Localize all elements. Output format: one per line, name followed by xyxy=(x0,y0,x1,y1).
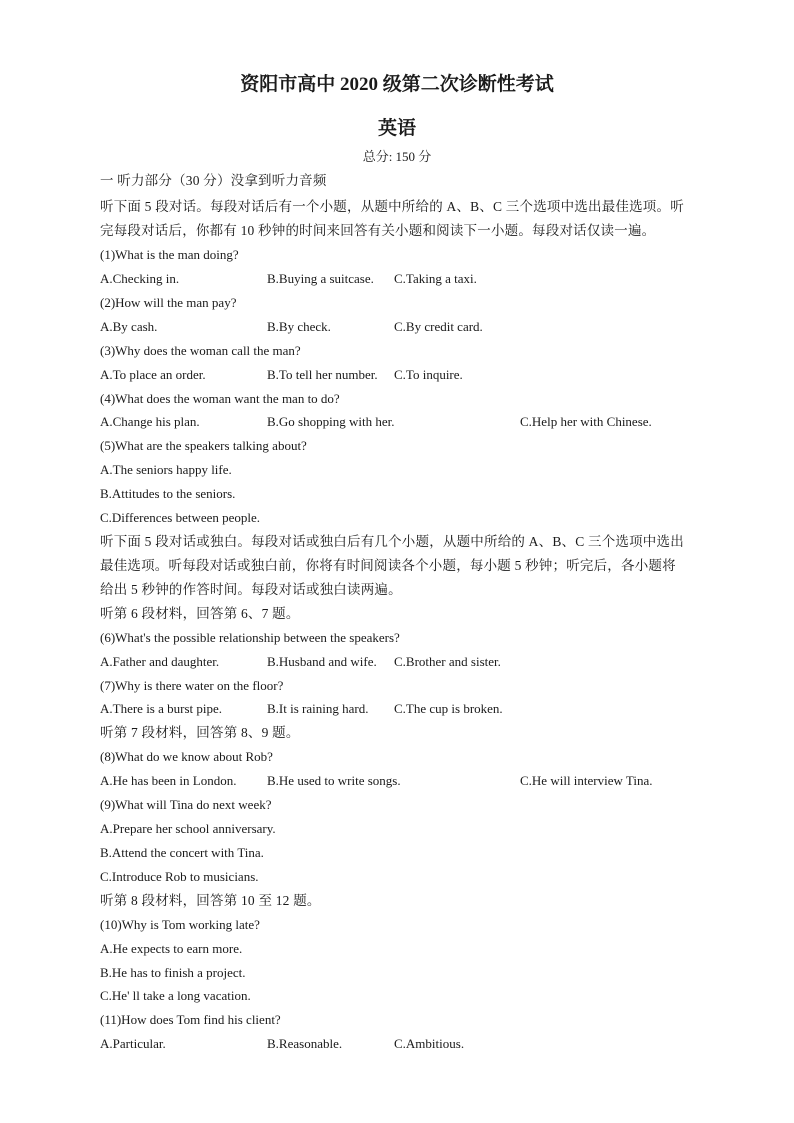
instructions-1-line-1: 听下面 5 段对话。每段对话后有一个小题，从题中所给的 A、B、C 三个选项中选出最佳选项。听 xyxy=(100,199,684,214)
question-9-option-c[interactable]: C.Introduce Rob to musicians. xyxy=(100,869,259,884)
question-7-option-c[interactable]: C.The cup is broken. xyxy=(394,701,503,716)
question-2-option-a[interactable]: A.By cash. xyxy=(100,319,158,334)
instructions-2-line-1: 听下面 5 段对话或独白。每段对话或独白后有几个小题，从题中所给的 A、B、C 三个选项中选出 xyxy=(100,534,684,549)
question-3-option-a[interactable]: A.To place an order. xyxy=(100,367,206,382)
question-2-stem: (2)How will the man pay? xyxy=(100,295,237,310)
question-3-stem: (3)Why does the woman call the man? xyxy=(100,343,301,358)
exam-title: 资阳市高中 2020 级第二次诊断性考试 xyxy=(240,74,554,95)
question-1-option-a[interactable]: A.Checking in. xyxy=(100,271,180,286)
question-8-option-a[interactable]: A.He has been in London. xyxy=(100,773,237,788)
question-11-option-a[interactable]: A.Particular. xyxy=(100,1036,166,1051)
question-3-option-c[interactable]: C.To inquire. xyxy=(394,367,463,382)
question-10-option-a[interactable]: A.He expects to earn more. xyxy=(100,941,243,956)
instructions-2-line-2: 最佳选项。听每段对话或独白前，你将有时间阅读各个小题，每小题 5 秒钟；听完后，各小题将 xyxy=(100,558,676,573)
question-6-option-b[interactable]: B.Husband and wife. xyxy=(267,654,377,669)
question-7-option-b[interactable]: B.It is raining hard. xyxy=(267,701,369,716)
question-5-option-c[interactable]: C.Differences between people. xyxy=(100,510,261,525)
question-6-option-c[interactable]: C.Brother and sister. xyxy=(394,654,501,669)
question-9-stem: (9)What will Tina do next week? xyxy=(100,797,272,812)
material-8-heading: 听第 8 段材料，回答第 10 至 12 题。 xyxy=(100,893,321,908)
material-7-heading: 听第 7 段材料，回答第 8、9 题。 xyxy=(100,725,300,740)
question-7-stem: (7)Why is there water on the floor? xyxy=(100,678,284,693)
question-8-option-c[interactable]: C.He will interview Tina. xyxy=(520,773,653,788)
question-4-option-c[interactable]: C.Help her with Chinese. xyxy=(520,414,652,429)
question-6-stem: (6)What's the possible relationship between the speakers? xyxy=(100,630,400,645)
question-11-option-b[interactable]: B.Reasonable. xyxy=(267,1036,343,1051)
question-5-option-b[interactable]: B.Attitudes to the seniors. xyxy=(100,486,236,501)
question-2-option-c[interactable]: C.By credit card. xyxy=(394,319,483,334)
question-10-option-b[interactable]: B.He has to finish a project. xyxy=(100,965,246,980)
question-1-stem: (1)What is the man doing? xyxy=(100,247,239,262)
section-heading: 一 听力部分（30 分）没拿到听力音频 xyxy=(100,173,327,188)
question-1-option-b[interactable]: B.Buying a suitcase. xyxy=(267,271,374,286)
question-8-stem: (8)What do we know about Rob? xyxy=(100,749,273,764)
question-11-stem: (11)How does Tom find his client? xyxy=(100,1012,281,1027)
question-9-option-b[interactable]: B.Attend the concert with Tina. xyxy=(100,845,264,860)
question-6-option-a[interactable]: A.Father and daughter. xyxy=(100,654,220,669)
instructions-1-line-2: 完每段对话后，你都有 10 秒钟的时间来回答有关小题和阅读下一小题。每段对话仅读一遍。 xyxy=(100,223,656,238)
question-9-option-a[interactable]: A.Prepare her school anniversary. xyxy=(100,821,276,836)
question-5-stem: (5)What are the speakers talking about? xyxy=(100,438,307,453)
subject-title: 英语 xyxy=(377,118,416,139)
question-2-option-b[interactable]: B.By check. xyxy=(267,319,331,334)
question-8-option-b[interactable]: B.He used to write songs. xyxy=(267,773,401,788)
question-4-stem: (4)What does the woman want the man to do? xyxy=(100,391,340,406)
material-6-heading: 听第 6 段材料，回答第 6、7 题。 xyxy=(100,606,300,621)
question-4-option-a[interactable]: A.Change his plan. xyxy=(100,414,200,429)
question-10-option-c[interactable]: C.He' ll take a long vacation. xyxy=(100,988,251,1003)
question-10-stem: (10)Why is Tom working late? xyxy=(100,917,260,932)
question-1-option-c[interactable]: C.Taking a taxi. xyxy=(394,271,477,286)
instructions-2-line-3: 给出 5 秒钟的作答时间。每段对话或独白读两遍。 xyxy=(100,582,402,597)
question-11-option-c[interactable]: C.Ambitious. xyxy=(394,1036,465,1051)
total-score: 总分: 150 分 xyxy=(362,149,432,164)
question-7-option-a[interactable]: A.There is a burst pipe. xyxy=(100,701,223,716)
question-3-option-b[interactable]: B.To tell her number. xyxy=(267,367,378,382)
question-5-option-a[interactable]: A.The seniors happy life. xyxy=(100,462,232,477)
question-4-option-b[interactable]: B.Go shopping with her. xyxy=(267,414,395,429)
